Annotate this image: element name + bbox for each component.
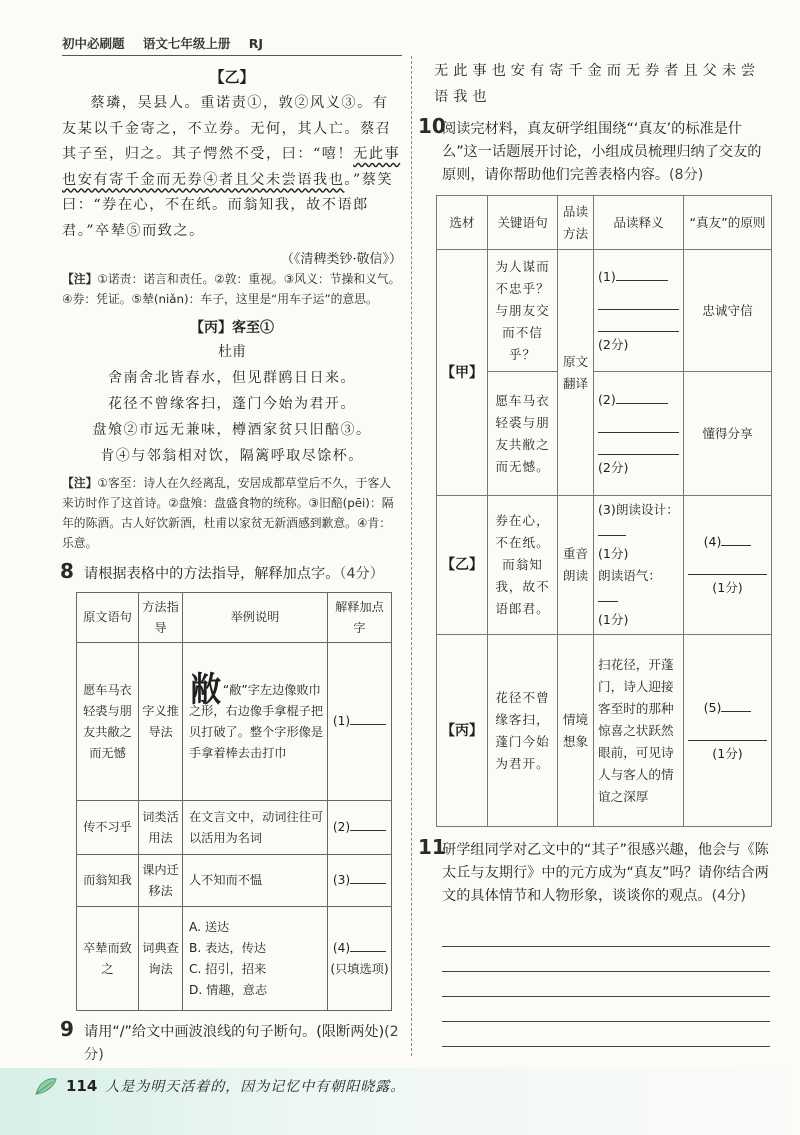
question-number: 8 bbox=[60, 559, 74, 583]
poem-line: 盘飧②市远无兼味，樽酒家贫只旧醅③。 bbox=[92, 422, 372, 438]
cell-key: 愿车马衣轻裘与朋友共敝之而无憾。 bbox=[488, 372, 558, 496]
answer-lines[interactable] bbox=[442, 922, 770, 1047]
table-header: 品读释义 bbox=[594, 196, 684, 250]
q9-sentence[interactable]: 无此事也安有寄千金而无券者且父未尝语我也 bbox=[434, 63, 761, 105]
answer-label: (3)朗读设计： bbox=[598, 502, 679, 517]
answer-cell[interactable] bbox=[594, 372, 684, 496]
cell-key: 花径不曾缘客扫，蓬门今始为君开。 bbox=[488, 635, 558, 827]
question-prompt: 请根据表格中的方法指导，解释加点字。 bbox=[84, 566, 340, 582]
passage-bing-note bbox=[62, 473, 402, 553]
passage-yi-text bbox=[62, 91, 402, 244]
cell-method: 情境想象 bbox=[558, 635, 594, 827]
answer-line[interactable] bbox=[442, 947, 770, 972]
wavy-sentence: 无此事也安有寄千金而无券④者且父未尝语我也 bbox=[62, 146, 401, 188]
table-header: 举例说明 bbox=[183, 593, 328, 643]
answer-blank[interactable] bbox=[598, 588, 618, 602]
passage-yi-note bbox=[62, 269, 402, 309]
table-header: 原文语句 bbox=[77, 593, 139, 643]
answer-line[interactable] bbox=[442, 972, 770, 997]
passage-yi-text-after: 。”蔡笑曰：“券在心，不在纸。而翁知我，故不语郎君。”卒辇⑤而致之。 bbox=[62, 171, 394, 239]
points: (1分) bbox=[598, 612, 629, 627]
table-header: 选材 bbox=[437, 196, 488, 250]
row-label: 【甲】 bbox=[437, 250, 488, 496]
column-divider bbox=[411, 56, 412, 1056]
answer-cell[interactable] bbox=[684, 635, 772, 827]
answer-line[interactable] bbox=[442, 997, 770, 1022]
answer-blank[interactable] bbox=[350, 711, 386, 725]
question-prompt: 研学组同学对乙文中的“其子”很感兴趣，他会与《陈太丘与友期行》中的元方成为“真友”吗？请你结合两文的具体情节和人物形象，谈谈你的观点。 bbox=[442, 842, 769, 904]
answer-cell[interactable] bbox=[328, 907, 392, 1011]
table-row bbox=[77, 907, 392, 1011]
answer-label: (4) bbox=[332, 940, 351, 955]
question-score: (2分) bbox=[84, 1024, 399, 1063]
option: D. 情趣，意志 bbox=[189, 982, 268, 997]
table-row bbox=[437, 250, 772, 372]
cell-method: 词典查询法 bbox=[139, 907, 183, 1011]
leaf-icon bbox=[34, 1076, 58, 1096]
table-row bbox=[77, 801, 392, 855]
page-footer bbox=[0, 1068, 800, 1135]
answer-blank[interactable] bbox=[598, 312, 679, 332]
option: A. 送达 bbox=[189, 919, 230, 934]
edition-label: RJ bbox=[248, 36, 264, 51]
question-number: 11 bbox=[418, 835, 446, 859]
cell-example: 人不知而不愠 bbox=[183, 855, 328, 907]
cell-explain: 扫花径，开蓬门，诗人迎接客至时的那种惊喜之状跃然眼前，可见诗人与客人的情谊之深厚 bbox=[594, 635, 684, 827]
table-header: 方法指导 bbox=[139, 593, 183, 643]
points: (1分) bbox=[598, 546, 629, 561]
row-label: 【乙】 bbox=[437, 496, 488, 635]
cell-sentence: 愿车马衣轻裘与朋友共敝之而无憾 bbox=[77, 643, 139, 801]
answer-label: (5) bbox=[703, 699, 722, 715]
answer-line[interactable] bbox=[442, 922, 770, 947]
book-title: 初中必刷题 bbox=[62, 36, 125, 51]
note-label: 【注】 bbox=[62, 272, 98, 286]
note-text: ①诺责：诺言和责任。②敦：重视。③风义：节操和义气。④券：凭证。⑤辇(niǎn)：车子，这里是“用车子运”的意思。 bbox=[62, 272, 401, 306]
left-column bbox=[62, 60, 402, 1067]
answer-label: (4) bbox=[703, 534, 722, 549]
answer-cell[interactable] bbox=[594, 250, 684, 372]
passage-yi-text-before: 蔡璘，吴县人。重诺责①，敦②风义③。有友某以千金寄之，不立券。无何，其人亡。蔡召其子至，归之。其子愕然不受，曰：“嘻！ bbox=[62, 95, 392, 162]
cell-example bbox=[183, 643, 328, 801]
answer-blank[interactable] bbox=[350, 938, 386, 952]
cell-sentence: 传不习乎 bbox=[77, 801, 139, 855]
option: C. 招引，招来 bbox=[189, 961, 267, 976]
option: B. 表达，传达 bbox=[189, 940, 267, 955]
cell-key: 券在心，不在纸。而翁知我，故不语郎君。 bbox=[488, 496, 558, 635]
table-row bbox=[437, 496, 772, 635]
answer-blank[interactable] bbox=[688, 555, 767, 575]
cell-sentence: 卒辇而致之 bbox=[77, 907, 139, 1011]
answer-blank[interactable] bbox=[616, 390, 668, 404]
answer-label: (3) bbox=[332, 873, 351, 887]
question-10 bbox=[418, 114, 772, 187]
question-number: 10 bbox=[418, 114, 446, 138]
question-prompt: 请用“/”给文中画波浪线的句子断句。(限断两处) bbox=[84, 1024, 385, 1040]
question-number: 9 bbox=[60, 1017, 74, 1041]
answer-blank[interactable] bbox=[350, 817, 386, 831]
cell-method: 原文翻译 bbox=[558, 250, 594, 496]
table-row bbox=[77, 855, 392, 907]
cell-key: 为人谋而不忠乎？与朋友交而不信乎？ bbox=[488, 250, 558, 372]
answer-blank[interactable] bbox=[721, 698, 751, 712]
ancient-glyph: 敝 bbox=[190, 669, 218, 710]
answer-blank[interactable] bbox=[598, 435, 679, 455]
example-text: “敝”字左边像败巾之形，右边像手拿棍子把贝打破了。整个字形像是手拿着棒去击打巾 bbox=[189, 682, 324, 760]
table-header-row bbox=[437, 196, 772, 250]
table-header: 解释加点字 bbox=[328, 593, 392, 643]
points: (2分) bbox=[598, 336, 629, 352]
poem-author: 杜甫 bbox=[218, 344, 246, 360]
passage-yi-source: （《清稗类钞·敬信》） bbox=[280, 252, 402, 267]
answer-cell[interactable] bbox=[594, 496, 684, 635]
cell-principle: 忠诚守信 bbox=[684, 250, 772, 372]
page-header bbox=[62, 34, 402, 56]
answer-note: (只填选项) bbox=[330, 961, 389, 976]
cell-method: 重音朗读 bbox=[558, 496, 594, 635]
cell-method: 字义推导法 bbox=[139, 643, 183, 801]
answer-label: (2) bbox=[332, 820, 351, 834]
table-row bbox=[437, 372, 772, 496]
answer-label: 朗读语气： bbox=[598, 568, 661, 583]
answer-blank[interactable] bbox=[350, 870, 386, 884]
answer-blank[interactable] bbox=[688, 721, 767, 741]
points: (1分) bbox=[712, 580, 743, 595]
answer-blank[interactable] bbox=[598, 290, 679, 310]
points: (1分) bbox=[712, 745, 743, 761]
question-8 bbox=[60, 559, 402, 586]
answer-blank[interactable] bbox=[598, 413, 679, 433]
question-score: (4分) bbox=[711, 888, 746, 904]
cell-sentence: 而翁知我 bbox=[77, 855, 139, 907]
answer-cell[interactable] bbox=[328, 643, 392, 801]
note-text: ①客至：诗人在久经离乱，安居成都草堂后不久，于客人来访时作了这首诗。②盘飧：盘盛食物的统称。③旧醅(pēi)：隔年的陈酒。古人好饮新酒，杜甫以家贫无新酒感到歉意。④肯：乐意。 bbox=[62, 476, 394, 550]
footer-content bbox=[34, 1076, 405, 1096]
answer-cell[interactable] bbox=[328, 855, 392, 907]
question-9 bbox=[60, 1017, 402, 1067]
passage-bing-title: 【丙】客至① bbox=[190, 320, 274, 336]
answer-cell[interactable] bbox=[684, 496, 772, 635]
points: (2分) bbox=[598, 459, 629, 475]
answer-blank[interactable] bbox=[616, 267, 668, 281]
cell-principle: 懂得分享 bbox=[684, 372, 772, 496]
note-label: 【注】 bbox=[62, 476, 98, 490]
page-number: 114 bbox=[66, 1077, 98, 1095]
q10-table bbox=[436, 195, 772, 827]
question-prompt: 阅读完材料，真友研学组围绕“‘真友’的标准是什么”这一话题展开讨论，小组成员梳理归纳了交友的原则，请你帮助他们完善表格内容。 bbox=[442, 121, 762, 183]
answer-label: (1) bbox=[598, 268, 616, 284]
answer-label: (2) bbox=[598, 391, 616, 407]
cell-options bbox=[183, 907, 328, 1011]
table-header: 关键语句 bbox=[488, 196, 558, 250]
passage-yi-title: 【乙】 bbox=[209, 68, 255, 86]
answer-label: (1) bbox=[332, 714, 351, 728]
cell-example: 在文言文中，动词往往可以活用为名词 bbox=[183, 801, 328, 855]
right-column bbox=[420, 58, 772, 1047]
table-header: “真友”的原则 bbox=[684, 196, 772, 250]
answer-blank[interactable] bbox=[598, 522, 626, 536]
answer-cell[interactable] bbox=[328, 801, 392, 855]
footer-motto: 人是为明天活着的，因为记忆中有朝阳晓露。 bbox=[105, 1079, 406, 1095]
cell-method: 课内迁移法 bbox=[139, 855, 183, 907]
table-row bbox=[77, 643, 392, 801]
table-header: 品读方法 bbox=[558, 196, 594, 250]
answer-line[interactable] bbox=[442, 1022, 770, 1047]
poem-line: 花径不曾缘客扫，蓬门今始为君开。 bbox=[108, 396, 356, 412]
cell-method: 词类活用法 bbox=[139, 801, 183, 855]
question-score: （4分） bbox=[339, 566, 384, 582]
answer-blank[interactable] bbox=[721, 532, 751, 546]
poem-line: 舍南舍北皆春水，但见群鸥日日来。 bbox=[108, 370, 356, 386]
table-header-row bbox=[77, 593, 392, 643]
question-score: (8分) bbox=[669, 167, 704, 183]
subject-title: 语文七年级上册 bbox=[142, 36, 231, 51]
q8-table bbox=[76, 592, 392, 1011]
poem-line: 肯④与邻翁相对饮，隔篱呼取尽馀杯。 bbox=[100, 448, 364, 464]
row-label: 【丙】 bbox=[437, 635, 488, 827]
table-row bbox=[437, 635, 772, 827]
question-11 bbox=[418, 835, 772, 908]
